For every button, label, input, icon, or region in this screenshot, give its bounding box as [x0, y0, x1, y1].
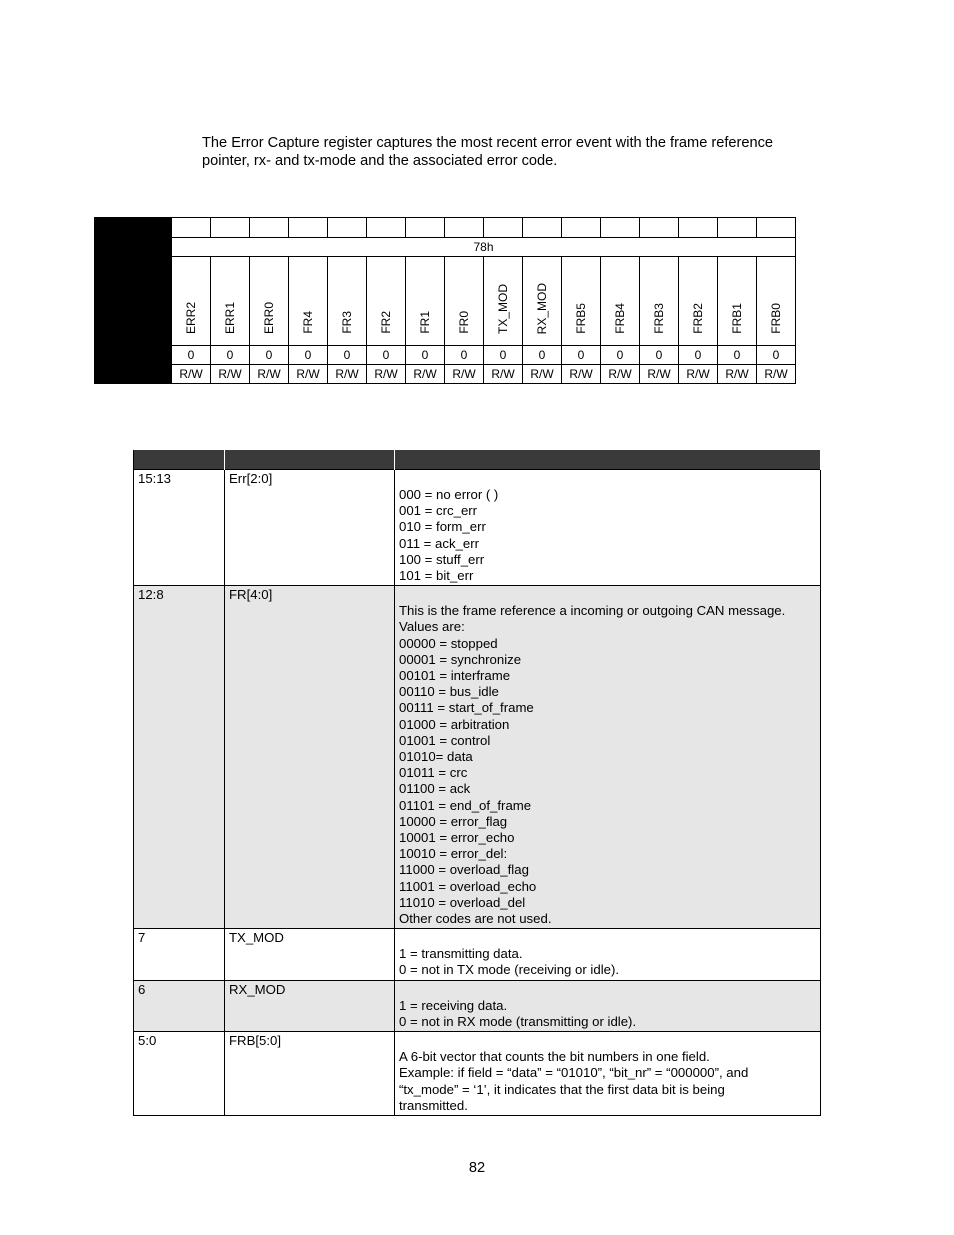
reset-cell: 0: [679, 346, 718, 365]
bit-cell: [562, 218, 601, 238]
access-cell: R/W: [718, 365, 757, 384]
bit-name-cell: RX_MOD: [523, 257, 562, 346]
field-name: FRB[5:0]: [225, 1032, 395, 1116]
reset-cell: 0: [406, 346, 445, 365]
header-cell-description: [395, 450, 821, 470]
access-cell: R/W: [757, 365, 796, 384]
bit-name-cell: ERR2: [172, 257, 211, 346]
field-description: 1 = transmitting data. 0 = not in TX mode (receiving or idle).: [395, 929, 821, 980]
bit-name-cell: FRB4: [601, 257, 640, 346]
intro-paragraph: [202, 134, 827, 170]
reset-cell: 0: [523, 346, 562, 365]
bit-name-cell: TX_MOD: [484, 257, 523, 346]
table-row: [134, 929, 821, 980]
intro-line-2: pointer, rx- and tx-mode and the associated error code.: [202, 153, 558, 169]
bit-name-cell: FR2: [367, 257, 406, 346]
bit-name-cell: FR4: [289, 257, 328, 346]
bit-cell: [172, 218, 211, 238]
bit-cell: [406, 218, 445, 238]
access-cell: R/W: [601, 365, 640, 384]
access-cell: R/W: [640, 365, 679, 384]
field-bits: 12:8: [134, 586, 225, 929]
bit-name-cell: ERR1: [211, 257, 250, 346]
bit-cell: [523, 218, 562, 238]
reset-cell: 0: [328, 346, 367, 365]
bit-name-cell: FRB0: [757, 257, 796, 346]
reset-cell: 0: [289, 346, 328, 365]
field-bits: 6: [134, 980, 225, 1031]
reset-cell: 0: [757, 346, 796, 365]
register-map-table: [94, 217, 796, 384]
access-cell: R/W: [562, 365, 601, 384]
row-header: [95, 257, 172, 346]
access-cell: R/W: [367, 365, 406, 384]
access-cell: R/W: [406, 365, 445, 384]
table-header-row: [134, 450, 821, 470]
bit-cell: [367, 218, 406, 238]
reset-cell: 0: [445, 346, 484, 365]
header-cell-name: [225, 450, 395, 470]
table-row: [134, 980, 821, 1031]
bit-cell: [601, 218, 640, 238]
table-row: [134, 1032, 821, 1116]
reset-cell: 0: [250, 346, 289, 365]
access-cell: R/W: [289, 365, 328, 384]
bit-name-cell: FRB3: [640, 257, 679, 346]
bit-name-cell: FR0: [445, 257, 484, 346]
row-header: [95, 346, 172, 365]
bit-name-cell: FRB1: [718, 257, 757, 346]
field-description: 1 = receiving data. 0 = not in RX mode (transmitting or idle).: [395, 980, 821, 1031]
bit-cell: [328, 218, 367, 238]
bit-cell: [718, 218, 757, 238]
row-header: [95, 365, 172, 384]
reset-cell: 0: [484, 346, 523, 365]
table-row: [134, 470, 821, 586]
bit-cell: [640, 218, 679, 238]
bit-cell: [757, 218, 796, 238]
header-cell-bits: [134, 450, 225, 470]
access-cell: R/W: [523, 365, 562, 384]
bit-cell: [679, 218, 718, 238]
access-cell: R/W: [172, 365, 211, 384]
bit-name-cell: FR1: [406, 257, 445, 346]
bit-cell: [289, 218, 328, 238]
field-description-table: [133, 450, 821, 1116]
intro-line-1: The Error Capture register captures the most recent error event with the frame reference: [202, 135, 774, 151]
access-cell: R/W: [679, 365, 718, 384]
field-name: Err[2:0]: [225, 470, 395, 586]
reset-cell: 0: [172, 346, 211, 365]
bit-name-cell: FRB5: [562, 257, 601, 346]
field-bits: 15:13: [134, 470, 225, 586]
reset-value-row: [95, 346, 796, 365]
bit-cell: [211, 218, 250, 238]
table-row: [134, 586, 821, 929]
access-cell: R/W: [328, 365, 367, 384]
bit-name-cell: FR3: [328, 257, 367, 346]
access-cell: R/W: [250, 365, 289, 384]
address-row: [95, 238, 796, 257]
reset-cell: 0: [367, 346, 406, 365]
register-address: 78h: [172, 238, 796, 257]
reset-cell: 0: [211, 346, 250, 365]
access-cell: R/W: [484, 365, 523, 384]
row-header: [95, 218, 172, 238]
field-bits: 7: [134, 929, 225, 980]
bit-name-cell: ERR0: [250, 257, 289, 346]
row-header: [95, 238, 172, 257]
reset-cell: 0: [601, 346, 640, 365]
field-name: RX_MOD: [225, 980, 395, 1031]
access-cell: R/W: [445, 365, 484, 384]
field-description: 000 = no error ( ) 001 = crc_err 010 = form_err 011 = ack_err 100 = stuff_err 101 = bit_err: [395, 470, 821, 586]
reset-cell: 0: [640, 346, 679, 365]
bit-cell: [484, 218, 523, 238]
access-cell: R/W: [211, 365, 250, 384]
bit-cell: [250, 218, 289, 238]
field-name: TX_MOD: [225, 929, 395, 980]
field-description: A 6-bit vector that counts the bit numbers in one field. Example: if field = “data” = “01010”, “bit_nr” = “000000”, and “tx_mode” = ‘1’, it indicates that the first data bit is being transmitted.: [395, 1032, 821, 1116]
field-name: FR[4:0]: [225, 586, 395, 929]
reset-cell: 0: [718, 346, 757, 365]
bit-cell: [445, 218, 484, 238]
reset-cell: 0: [562, 346, 601, 365]
page-number: 82: [468, 1160, 486, 1176]
bit-name-cell: FRB2: [679, 257, 718, 346]
field-description: This is the frame reference a incoming or outgoing CAN message. Values are: 00000 = stopped 00001 = synchronize 00101 = interframe 00110 = bus_idle 00111 = start_of_frame 01000 = arbitration 01001 = control 01010= data 01011 = crc 01100 = ack 01101 = end_of_frame 10000 = error_flag 10001 = error_echo 10010 = error_del: 11000 = overload_flag 11001 = overload_echo 11010 = overload_del Other codes are not used.: [395, 586, 821, 929]
bit-number-row: [95, 218, 796, 238]
field-bits: 5:0: [134, 1032, 225, 1116]
access-row: [95, 365, 796, 384]
bit-name-row: [95, 257, 796, 346]
